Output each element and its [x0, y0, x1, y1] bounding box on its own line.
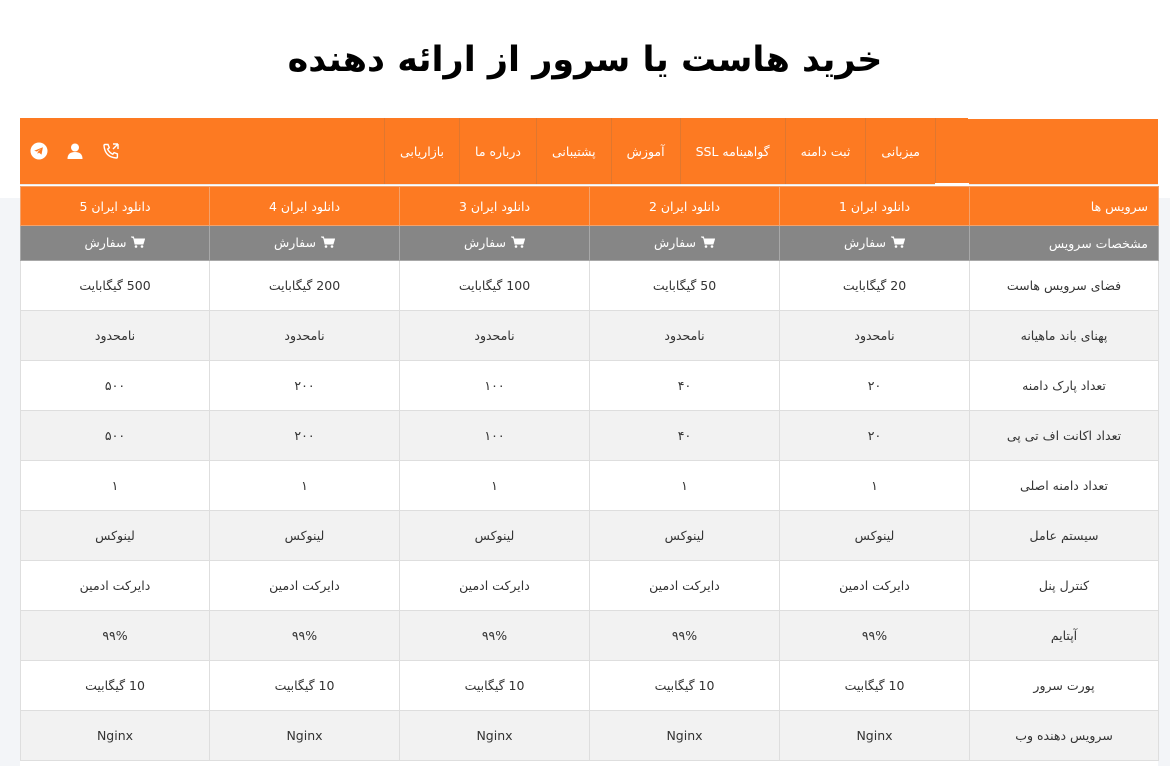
order-label: سفارش [654, 234, 696, 250]
cell: 10 گیگابیت [780, 661, 970, 711]
cell: 20 گیگابایت [780, 261, 970, 311]
page-background-left [0, 198, 20, 766]
table-order-row [21, 226, 1159, 261]
cell: ۱۰۰ [400, 411, 590, 461]
table-row [21, 511, 1159, 561]
row-label: فضای سرویس هاست [970, 261, 1159, 311]
cell: Nginx [400, 711, 590, 761]
cell: ۱ [780, 461, 970, 511]
order-button[interactable] [844, 235, 905, 250]
cell: نامحدود [21, 311, 210, 361]
cell: ۵۰۰ [21, 411, 210, 461]
table-row [21, 411, 1159, 461]
cell: ۲۰ [780, 361, 970, 411]
cell: ۱ [590, 461, 780, 511]
order-label: سفارش [464, 234, 506, 250]
cell: ۴۰ [590, 411, 780, 461]
services-header: سرویس ها [970, 187, 1159, 226]
cell: 10 گیگابیت [21, 661, 210, 711]
cell: 10 گیگابیت [210, 661, 400, 711]
order-label: سفارش [84, 234, 127, 250]
page-background-right [1158, 198, 1170, 766]
menu-ssl[interactable]: گواهینامه SSL [680, 118, 785, 184]
table-row [21, 461, 1159, 511]
cell: Nginx [21, 711, 210, 761]
order-label: سفارش [844, 234, 886, 250]
row-label: آپتایم [970, 611, 1159, 661]
cell: ۹۹% [210, 611, 400, 661]
cell: لینوکس [780, 511, 970, 561]
menu-support[interactable]: پشتیبانی [536, 118, 611, 184]
table-row [21, 261, 1159, 311]
cell: Nginx [210, 711, 400, 761]
plan-name: دانلود ایران 5 [21, 187, 210, 226]
cell: ۹۹% [21, 611, 210, 661]
nav-icons [30, 118, 120, 184]
table-row [21, 361, 1159, 411]
cell: ۹۹% [590, 611, 780, 661]
cart-icon [511, 236, 525, 248]
cell: لینوکس [210, 511, 400, 561]
order-button[interactable] [654, 235, 715, 250]
cell: ۴۰ [590, 361, 780, 411]
table-row [21, 561, 1159, 611]
table-row [21, 311, 1159, 361]
nav-highlight [935, 117, 1158, 185]
cell: ۱ [21, 461, 210, 511]
order-button[interactable] [464, 235, 525, 250]
row-label: تعداد پارک دامنه [970, 361, 1159, 411]
cell: ۹۹% [400, 611, 590, 661]
cell: 100 گیگابایت [400, 261, 590, 311]
table-row [21, 661, 1159, 711]
table-row [21, 711, 1159, 761]
cell: لینوکس [21, 511, 210, 561]
cart-icon [701, 236, 715, 248]
cell: نامحدود [210, 311, 400, 361]
cell: 500 گیگابایت [21, 261, 210, 311]
order-cell [210, 226, 400, 261]
cell: نامحدود [780, 311, 970, 361]
cell: ۱ [210, 461, 400, 511]
row-label: پورت سرور [970, 661, 1159, 711]
cell: 10 گیگابیت [400, 661, 590, 711]
pricing-table [20, 186, 1159, 761]
row-label: کنترل پنل [970, 561, 1159, 611]
cell: دایرکت ادمین [590, 561, 780, 611]
order-label: سفارش [274, 234, 316, 250]
cart-icon [321, 236, 335, 248]
cell: ۱۰۰ [400, 361, 590, 411]
menu-hosting[interactable]: میزبانی [865, 118, 936, 184]
cart-icon [131, 236, 145, 248]
cell: 200 گیگابایت [210, 261, 400, 311]
plan-name: دانلود ایران 3 [400, 187, 590, 226]
order-cell [590, 226, 780, 261]
cell: ۱ [400, 461, 590, 511]
cell: ۲۰۰ [210, 361, 400, 411]
order-button[interactable] [274, 235, 335, 250]
user-icon[interactable] [66, 142, 84, 160]
cell: دایرکت ادمین [210, 561, 400, 611]
cell: نامحدود [400, 311, 590, 361]
order-button[interactable] [85, 235, 146, 250]
order-cell [400, 226, 590, 261]
plan-name: دانلود ایران 4 [210, 187, 400, 226]
cell: دایرکت ادمین [780, 561, 970, 611]
telegram-icon[interactable] [30, 142, 48, 160]
row-label: تعداد دامنه اصلی [970, 461, 1159, 511]
cell: Nginx [590, 711, 780, 761]
page-title: خرید هاست یا سرور از ارائه دهنده [287, 40, 883, 80]
row-label: سیستم عامل [970, 511, 1159, 561]
menu-domain[interactable]: ثبت دامنه [785, 118, 866, 184]
cell: 50 گیگابایت [590, 261, 780, 311]
cell: ۲۰ [780, 411, 970, 461]
cart-icon [891, 236, 905, 248]
cell: دایرکت ادمین [21, 561, 210, 611]
cell: 10 گیگابیت [590, 661, 780, 711]
order-cell [21, 226, 210, 261]
row-label: تعداد اکانت اف تی پی [970, 411, 1159, 461]
table-row [21, 611, 1159, 661]
main-menu [384, 118, 936, 184]
navbar [20, 118, 1158, 185]
menu-tutorial[interactable]: آموزش [611, 118, 680, 184]
row-label: پهنای باند ماهیانه [970, 311, 1159, 361]
cell: ۵۰۰ [21, 361, 210, 411]
order-cell [780, 226, 970, 261]
cell: دایرکت ادمین [400, 561, 590, 611]
cell: Nginx [780, 711, 970, 761]
cell: لینوکس [400, 511, 590, 561]
plan-name: دانلود ایران 1 [780, 187, 970, 226]
menu-marketing[interactable]: بازاریابی [384, 118, 459, 184]
phone-icon[interactable] [102, 142, 120, 160]
cell: نامحدود [590, 311, 780, 361]
row-label: سرویس دهنده وب [970, 711, 1159, 761]
cell: ۹۹% [780, 611, 970, 661]
table-header-row [21, 187, 1159, 226]
cell: لینوکس [590, 511, 780, 561]
menu-about[interactable]: درباره ما [459, 118, 536, 184]
cell: ۲۰۰ [210, 411, 400, 461]
plan-name: دانلود ایران 2 [590, 187, 780, 226]
spec-header: مشخصات سرویس [970, 226, 1159, 261]
